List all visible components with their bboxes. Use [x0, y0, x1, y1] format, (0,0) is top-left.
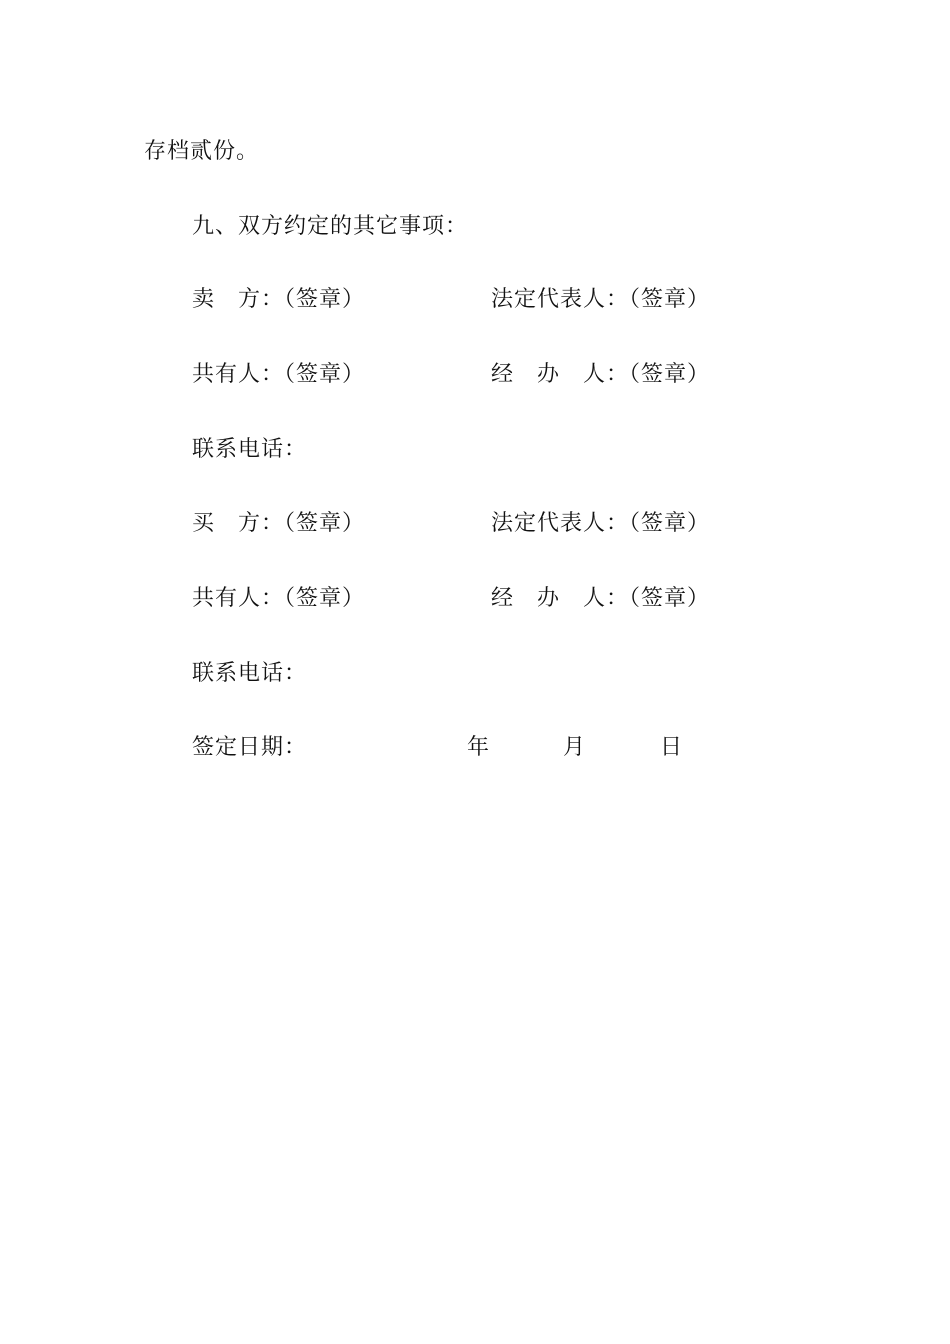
carryover-text: 存档贰份。: [144, 139, 260, 164]
buyer-phone-label: 联系电话：: [192, 661, 308, 686]
section-nine-heading: 九、双方约定的其它事项：: [192, 214, 469, 239]
year-label: 年: [467, 735, 490, 760]
seller-co-owner-label: 共有人：（签章）: [192, 362, 366, 387]
buyer-handler-label: 经 办 人：（签章）: [491, 586, 711, 611]
month-label: 月: [563, 735, 586, 760]
buyer-party-label: 买 方：（签章）: [192, 511, 366, 536]
buyer-co-owner-label: 共有人：（签章）: [192, 586, 366, 611]
seller-legal-rep-label: 法定代表人：（签章）: [491, 287, 711, 312]
buyer-legal-rep-label: 法定代表人：（签章）: [491, 511, 711, 536]
day-label: 日: [660, 735, 683, 760]
seller-party-label: 卖 方：（签章）: [192, 287, 366, 312]
seller-handler-label: 经 办 人：（签章）: [491, 362, 711, 387]
signing-date-label: 签定日期：: [192, 735, 308, 760]
seller-phone-label: 联系电话：: [192, 437, 308, 462]
